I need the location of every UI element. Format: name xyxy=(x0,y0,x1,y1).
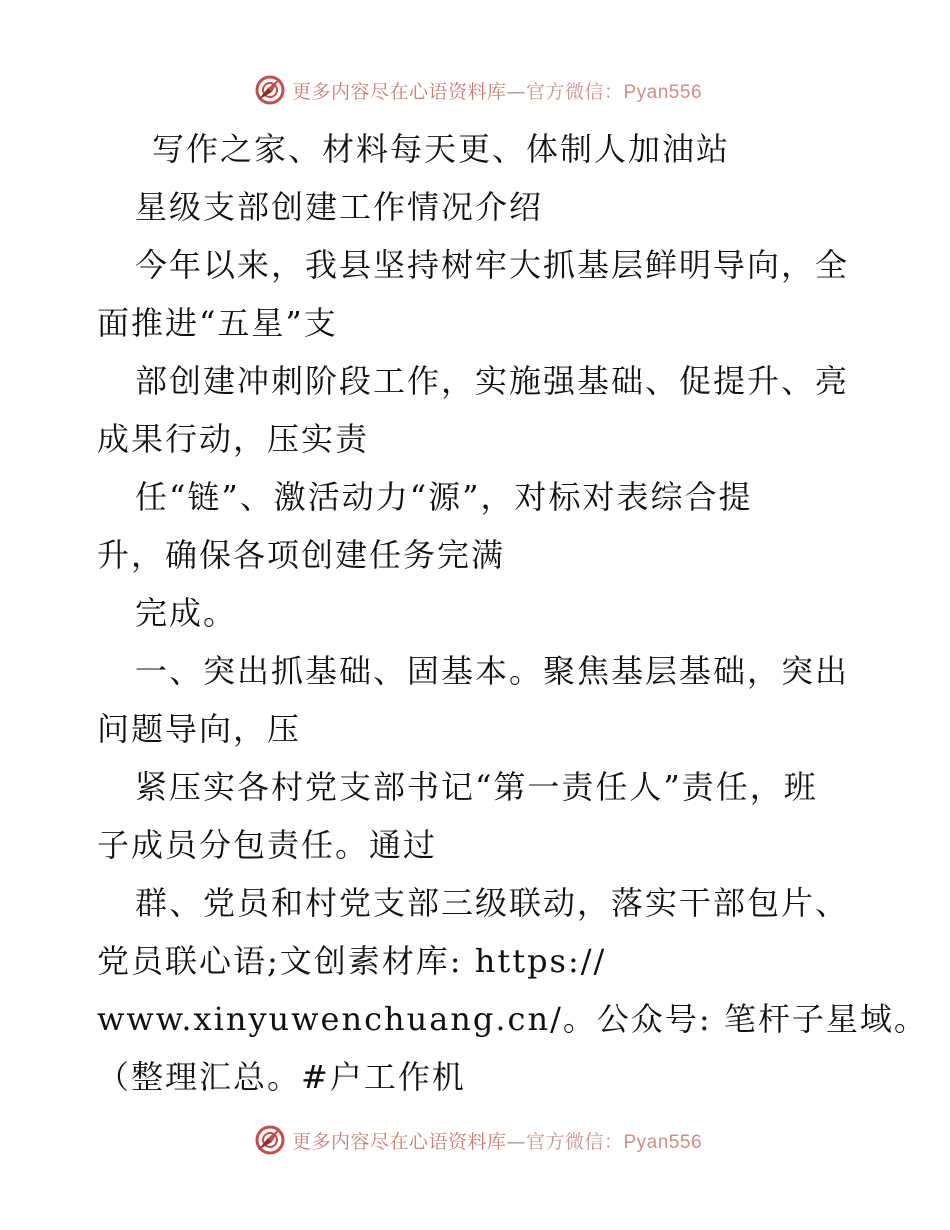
watermark-text xyxy=(292,1127,702,1154)
logo-icon xyxy=(254,1124,286,1156)
document-line: 党员联心语;文创素材库: https:// xyxy=(97,942,607,980)
watermark-banner-bottom xyxy=(0,1120,950,1160)
watermark-dash: — xyxy=(506,80,526,103)
watermark-wechat-label: 官方微信： xyxy=(525,1130,624,1153)
document-line: 成果行动，压实责 xyxy=(97,420,370,458)
document-line: www.xinyuwenchuang.cn/。公众号: 笔杆子星域。 xyxy=(97,1000,928,1038)
document-line: 完成。 xyxy=(135,594,238,632)
logo-icon xyxy=(254,74,286,106)
watermark-banner-top xyxy=(0,70,950,110)
document-line: 子成员分包责任。通过 xyxy=(97,826,438,864)
watermark-wechat-id: Pyan556 xyxy=(623,1131,703,1153)
watermark-wechat-label: 官方微信： xyxy=(525,80,624,103)
document-line: 部创建冲刺阶段工作，实施强基础、促提升、亮 xyxy=(135,362,850,400)
document-line: 面推进“五星”支 xyxy=(97,304,338,342)
document-body xyxy=(97,120,928,1106)
document-title: 星级支部创建工作情况介绍 xyxy=(135,188,544,226)
watermark-brand: 更多内容尽在心语资料库 xyxy=(291,1130,507,1153)
watermark-text xyxy=(292,77,702,104)
watermark-brand: 更多内容尽在心语资料库 xyxy=(291,80,507,103)
watermark-wechat-id: Pyan556 xyxy=(623,81,703,103)
document-line: 问题导向，压 xyxy=(97,710,302,748)
document-line: 写作之家、材料每天更、体制人加油站 xyxy=(152,130,731,168)
document-line: 今年以来，我县坚持树牢大抓基层鲜明导向，全 xyxy=(135,246,850,284)
document-line: 升，确保各项创建任务完满 xyxy=(97,536,506,574)
document-line: 任“链”、激活动力“源”，对标对表综合提 xyxy=(135,478,753,516)
document-line: 一、突出抓基础、固基本。聚焦基层基础，突出 xyxy=(135,652,850,690)
document-line: （整理汇总。#户工作机 xyxy=(97,1058,466,1096)
document-line: 紧压实各村党支部书记“第一责任人”责任，班 xyxy=(135,768,818,806)
document-line: 群、党员和村党支部三级联动，落实干部包片、 xyxy=(135,884,850,922)
watermark-dash: — xyxy=(506,1130,526,1153)
